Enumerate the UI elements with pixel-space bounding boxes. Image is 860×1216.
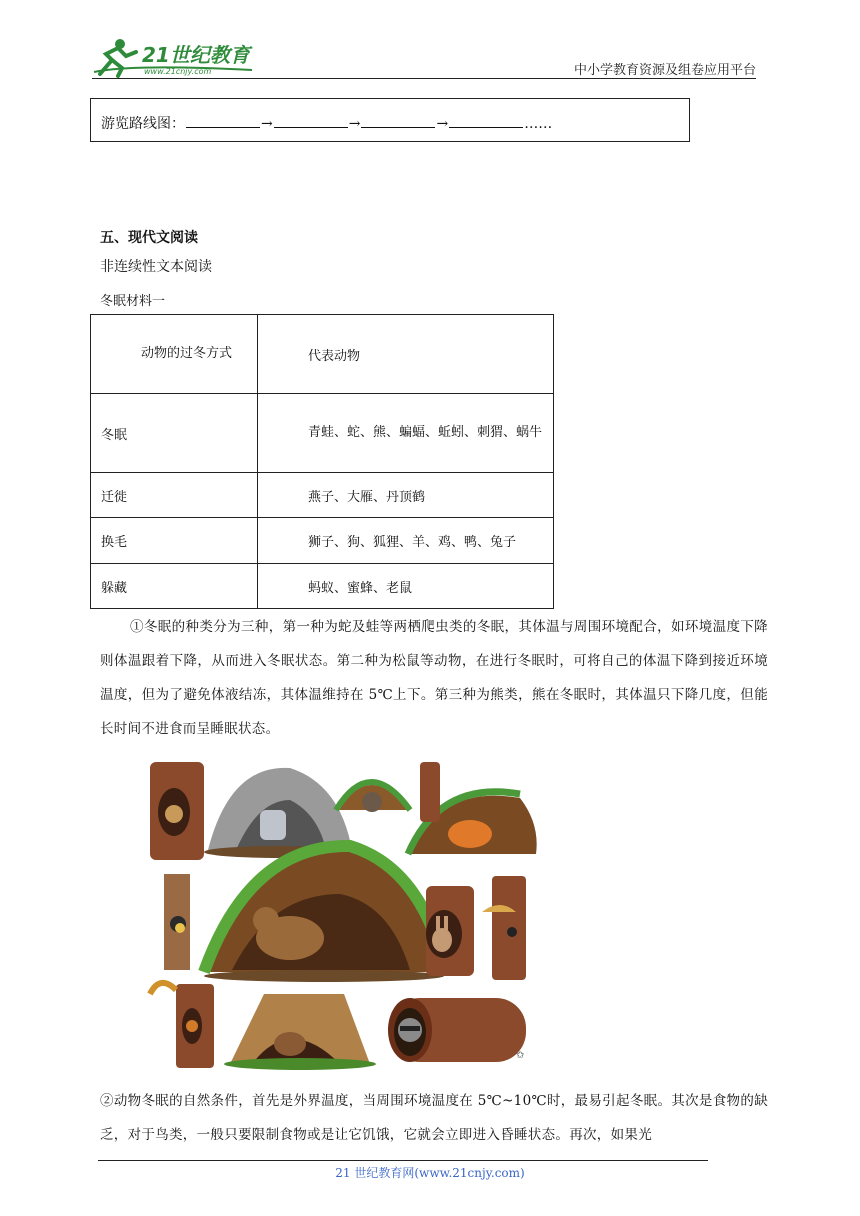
- logo-graphic: [92, 34, 262, 78]
- hibernation-illustration: [140, 754, 540, 1070]
- site-logo[interactable]: [92, 34, 262, 78]
- header-col1: 动物的过冬方式: [141, 346, 233, 361]
- platform-name: 中小学教育资源及组卷应用平台: [573, 63, 756, 78]
- table-cell: 蚂蚁、蜜蜂、老鼠: [258, 564, 554, 609]
- table-row: [91, 564, 554, 609]
- table-cell: 躲藏: [91, 564, 258, 609]
- route-arrow: →: [436, 116, 449, 132]
- animal-burrows-image: [140, 754, 540, 1070]
- material-title: 冬眠材料一: [100, 294, 166, 309]
- table-cell: 燕子、大雁、丹顶鹤: [258, 473, 554, 518]
- row-animals: 青蛙、蛇、熊、蝙蝠、蚯蚓、刺猬、蜗牛: [308, 425, 543, 440]
- table-cell: [258, 394, 554, 473]
- route-blank-3[interactable]: [361, 113, 435, 128]
- footer-link[interactable]: 21 世纪教育网(www.21cnjy.com): [335, 1166, 525, 1180]
- table-header-cell: [91, 315, 258, 394]
- header-divider: [92, 78, 756, 79]
- table-cell: 狮子、狗、狐狸、羊、鸡、鸭、兔子: [258, 518, 554, 564]
- table-row: [91, 394, 554, 473]
- overwinter-table: [90, 314, 554, 609]
- logo-url: www.21cnjy.com: [144, 67, 212, 76]
- paragraph-1: ①冬眠的种类分为三种，第一种为蛇及蛙等两栖爬虫类的冬眠，其体温与周围环境配合，如环境温度下降则体温跟着下降，从而进入冬眠状态。第二种为松鼠等动物，在进行冬眠时，可将自己的体温下降到接近环境温度，但为了避免体液结冻，其体温维持在 5℃上下。第三种为熊类，熊在冬眠时，其体温只下降几度，但能长时间不进食而呈睡眠状态。: [100, 619, 768, 737]
- paragraph-2: ②动物冬眠的自然条件，首先是外界温度，当周围环境温度在 5℃~10℃时，最易引起冬眠。其次是食物的缺乏，对于鸟类，一般只要限制食物或是让它饥饿，它就会立即进入昏睡状态。再次，如果光: [100, 1093, 768, 1143]
- table-cell: 换毛: [91, 518, 258, 564]
- route-label: 游览路线图：: [101, 116, 185, 132]
- table-cell: 冬眠: [91, 394, 258, 473]
- footer-divider: [98, 1160, 708, 1161]
- route-ellipsis: ……: [524, 116, 553, 132]
- route-blank-4[interactable]: [449, 113, 523, 128]
- table-header-cell: 代表动物: [258, 315, 554, 394]
- table-cell: 迁徙: [91, 473, 258, 518]
- route-blank-2[interactable]: [274, 113, 348, 128]
- route-arrow: →: [348, 116, 361, 132]
- table-row: [91, 473, 554, 518]
- logo-text: 21世纪教育: [142, 43, 250, 67]
- svg-text:✩: ✩: [516, 1050, 525, 1061]
- section-title: 五、现代文阅读: [100, 230, 198, 246]
- page-header: [0, 0, 860, 80]
- section-subtitle: 非连续性文本阅读: [100, 259, 212, 275]
- route-answer-box: [90, 98, 690, 142]
- table-row: [91, 518, 554, 564]
- route-blank-1[interactable]: [186, 113, 260, 128]
- route-arrow: →: [261, 116, 273, 132]
- table-header-row: [91, 315, 554, 394]
